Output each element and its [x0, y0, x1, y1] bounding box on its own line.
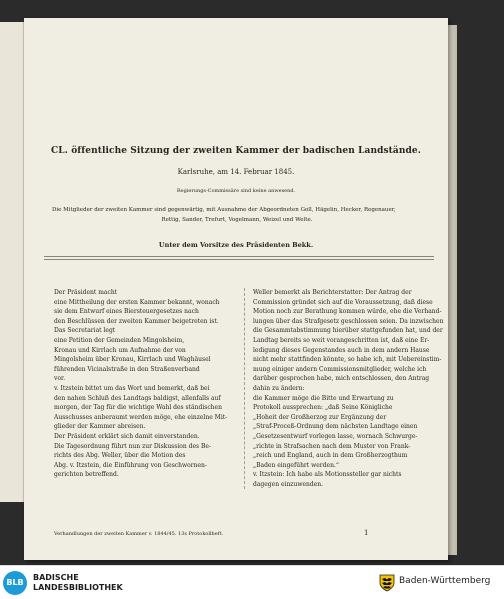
members-line: Rettig, Sander, Trefurt, Vogelmann, Weizel und Welte.	[161, 217, 313, 223]
text-line: eine Mittheilung der ersten Kammer bekannt, wonach	[54, 298, 220, 306]
text-line: den Beschlüssen der zweiten Kammer beigetreten ist.	[54, 317, 219, 325]
text-line: v. Itzstein: Ich habe als Motionssteller gar nichts	[253, 471, 402, 479]
bw-coat-of-arms-icon[interactable]	[379, 574, 395, 592]
text-line: nicht mehr stattfinden könnte, so habe ich, mit Uebereinstim-	[253, 356, 442, 364]
chair-line: Unter dem Vorsitze des Präsidenten Bekk.	[158, 241, 314, 249]
left-column	[54, 288, 254, 480]
text-line: eine Petition der Gemeinden Mingolsheim,	[54, 336, 185, 344]
text-line: mung einiger andern Commissionsmitglieder, welche ich	[253, 365, 427, 373]
blb-logo[interactable]: BLB	[3, 571, 27, 595]
session-date: Karlsruhe, am 14. Februar 1845.	[177, 168, 295, 176]
text-line: sie dem Entwurf eines Biersteuergesetzes nach	[54, 308, 199, 316]
text-line: ledigung dieses Gegenstandes auch in dem andern Hause	[253, 346, 430, 354]
text-line: vor.	[54, 375, 66, 383]
text-line: gerichten betreffend.	[54, 471, 119, 479]
library-name-line: LANDESBIBLIOTHEK	[33, 583, 123, 592]
text-line: Abg. v. Itzstein, die Einführung von Geschwornen-	[54, 461, 207, 469]
text-line: richts des Abg. Weller, über die Motion des	[54, 452, 186, 460]
page-footer: Verhandlungen der zweiten Kammer v. 1844/45. 13s Protokollheft.	[54, 531, 224, 537]
text-line: „richte in Strafsachen nach dem Muster von Frank-	[253, 442, 411, 450]
text-line: v. Itzstein bittet um das Wort und bemerkt, daß bei	[54, 384, 210, 392]
text-line: dahin zu ändern:	[253, 384, 305, 392]
page-number: 1	[364, 529, 369, 537]
divider	[44, 256, 434, 257]
document-page	[24, 18, 448, 560]
commission-note: Regierungs-Commissäre sind keine anwesend.	[176, 188, 296, 194]
text-line: Die Tagesordnung führt nun zur Diskussion des Be-	[54, 442, 212, 450]
text-line: „Gesetzesentwurf vorlegen lasse, wornach Schwurge-	[253, 432, 418, 440]
right-column	[244, 288, 444, 489]
next-page-edge	[448, 25, 457, 555]
divider	[44, 259, 434, 260]
text-line: den nahen Schluß des Landtags baldigst, allenfalls auf	[54, 394, 221, 402]
text-line: Das Secretariat legt	[54, 327, 116, 335]
text-line: darüber gesprochen habe, mich entschlossen, den Antrag	[253, 375, 430, 383]
text-line: Commission gründet sich auf die Voraussetzung, daß diese	[253, 298, 433, 306]
text-line: Der Präsident erklärt sich damit einverstanden.	[54, 432, 200, 440]
members-line: Die Mitglieder der zweiten Kammer sind gegenwärtig, mit Ausnahme der Abgeordneten Goll, Hägelin, Hecker, Regenauer,	[52, 207, 396, 213]
library-name[interactable]	[33, 573, 123, 593]
text-line: „reich und England, auch in dem Großherzogthum	[253, 452, 408, 460]
text-line: Ausschusses anberaumt werden möge, ehe einzelne Mit-	[54, 413, 228, 421]
text-line: führenden Vicinalstraße in den Straßenverband	[54, 365, 200, 373]
text-line: „Straf-Proceß-Ordnung dem nächsten Landtage einen	[253, 423, 418, 431]
text-line: Motion noch zur Berathung kommen würde, ehe die Verhand-	[253, 308, 442, 316]
text-line: Weller bemerkt als Berichterstatter: Der Antrag der	[253, 289, 412, 296]
text-line: Kronau und Kirrlach um Aufnahme der von	[54, 346, 186, 354]
session-title: CL. öffentliche Sitzung der zweiten Kammer der badischen Landstände.	[51, 146, 421, 156]
text-line: die Kammer möge die Bitte und Erwartung zu	[253, 394, 394, 402]
footer-bar	[0, 565, 504, 599]
text-line: morgen, der Tag für die wichtige Wahl des ständischen	[54, 404, 222, 412]
text-line: „Hoheit der Großherzog zur Ergänzung der	[253, 413, 387, 421]
text-line: „Baden eingeführt werden.“	[253, 461, 339, 469]
state-name[interactable]: Baden-Württemberg	[399, 576, 491, 586]
text-line: dagegen einzuwenden.	[253, 480, 324, 488]
text-line: die Gesammtabstimmung hierüber stattgefunden hat, und der	[253, 327, 443, 335]
previous-page-edge	[0, 22, 24, 502]
text-line: Landtag bereits so weit vorangeschritten ist, daß eine Er-	[253, 336, 430, 344]
library-name-line: BADISCHE	[33, 573, 79, 582]
text-line: Der Präsident macht	[54, 289, 118, 296]
text-line: glieder der Kammer abreisen.	[54, 423, 146, 431]
text-line: Protokoll aussprechen: „daß Seine Königliche	[253, 404, 393, 412]
members-paragraph	[52, 205, 422, 225]
text-line: Mingolsheim über Kronau, Kirrlach und Waghäusel	[54, 356, 211, 364]
text-line: lungen über das Strafgesetz geschlossen seien. Da inzwischen	[253, 317, 444, 325]
